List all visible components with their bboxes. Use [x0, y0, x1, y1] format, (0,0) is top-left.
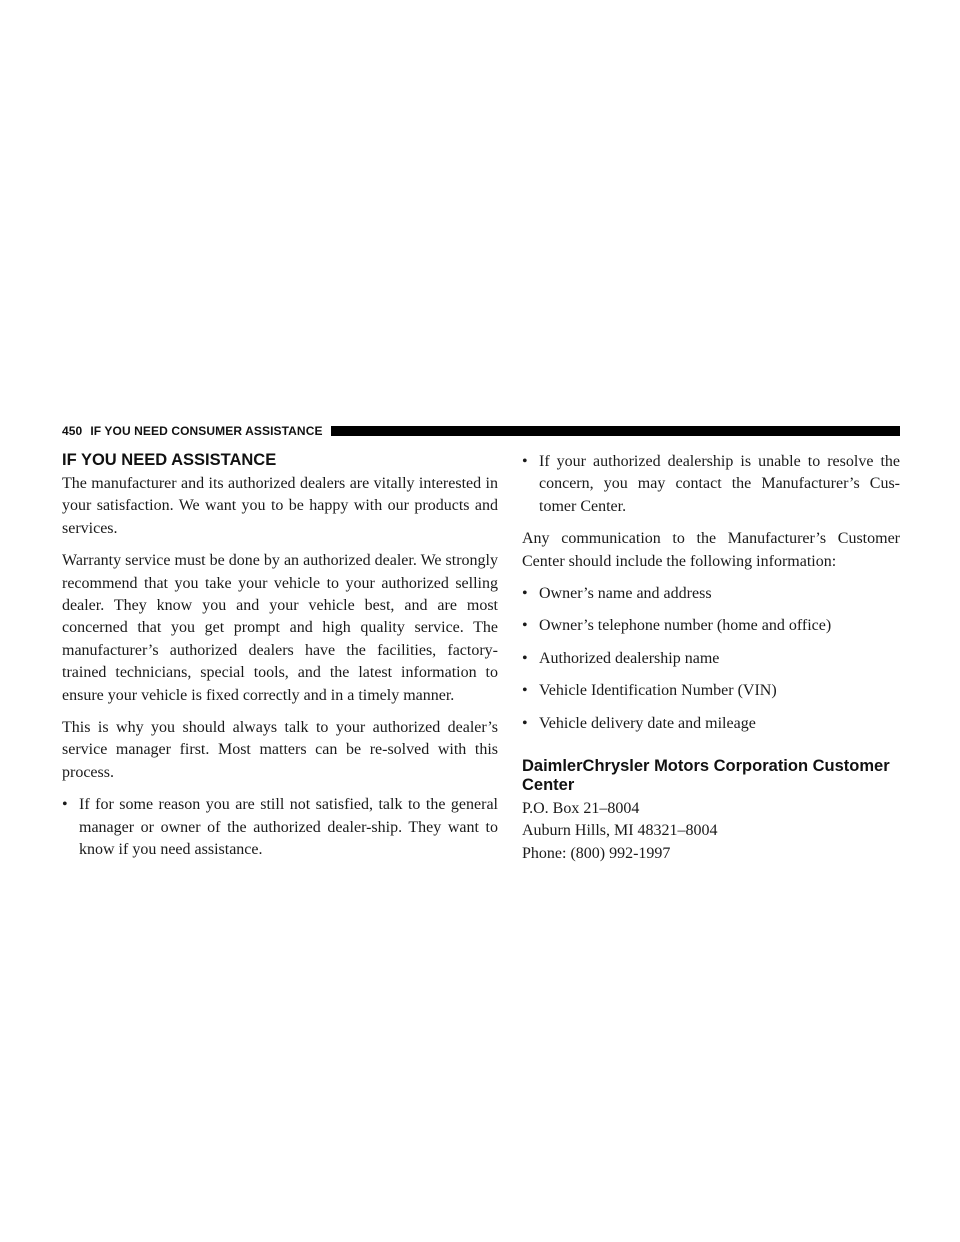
contact-heading: DaimlerChrysler Motors Corporation Customer Center [522, 757, 890, 795]
phone-number: Phone: (800) 992-1997 [522, 844, 671, 862]
service-manager-paragraph: This is why you should always talk to your authorized dealer’s service manager first. Most matters can be re-solved with this process. [62, 719, 498, 781]
running-title: IF YOU NEED CONSUMER ASSISTANCE [90, 424, 323, 438]
address-line-2: Auburn Hills, MI 48321–8004 [522, 822, 718, 840]
list-item [522, 451, 900, 518]
page-header [62, 421, 900, 441]
warranty-paragraph: Warranty service must be done by an authorized dealer. We strongly recommend that you take your vehicle to your authorized selling dealer. They know you and your vehicle best, and are most concerned that you get prompt and high quality service. The manufacturer’s authorized dealers have the facilities, factory-trained technicians, special tools, and the latest information to ensure your vehicle is fixed correctly and in a timely manner. [62, 552, 498, 704]
bullet-icon: • [62, 796, 68, 814]
list-item [522, 713, 900, 735]
bullet-text: Authorized dealership name [539, 649, 720, 667]
list-item [522, 583, 900, 605]
address-line-1: P.O. Box 21–8004 [522, 800, 640, 818]
header-rule-bar [331, 426, 900, 436]
bullet-text: Owner’s telephone number (home and office) [539, 617, 832, 635]
list-item [522, 648, 900, 670]
right-column [522, 451, 900, 865]
list-item [522, 680, 900, 702]
bullet-icon: • [522, 682, 528, 700]
bullet-text: Owner’s name and address [539, 585, 712, 603]
page-number: 450 [62, 424, 83, 438]
bullet-text: Vehicle Identification Number (VIN) [539, 682, 777, 700]
bullet-text: If your authorized dealership is unable to resolve the concern, you may contact the Manufacturer’s Cus-tomer Center. [539, 453, 900, 515]
left-column [62, 451, 498, 872]
list-item [522, 615, 900, 637]
bullet-icon: • [522, 649, 528, 667]
list-item [62, 794, 498, 861]
bullet-icon: • [522, 453, 528, 470]
bullet-icon: • [522, 714, 528, 732]
bullet-icon: • [522, 585, 528, 603]
section-heading: IF YOU NEED ASSISTANCE [62, 451, 277, 469]
info-intro-paragraph: Any communication to the Manufacturer’s Customer Center should include the following information: [522, 530, 900, 570]
bullet-icon: • [522, 617, 528, 635]
bullet-text: If for some reason you are still not satisfied, talk to the general manager or owner of the authorized dealer-ship. They want to know if you need assistance. [79, 796, 498, 859]
contact-address [522, 798, 900, 865]
bullet-text: Vehicle delivery date and mileage [539, 714, 756, 732]
intro-paragraph: The manufacturer and its authorized dealers are vitally interested in your satisfaction. We want you to be happy with our products and services. [62, 475, 498, 537]
